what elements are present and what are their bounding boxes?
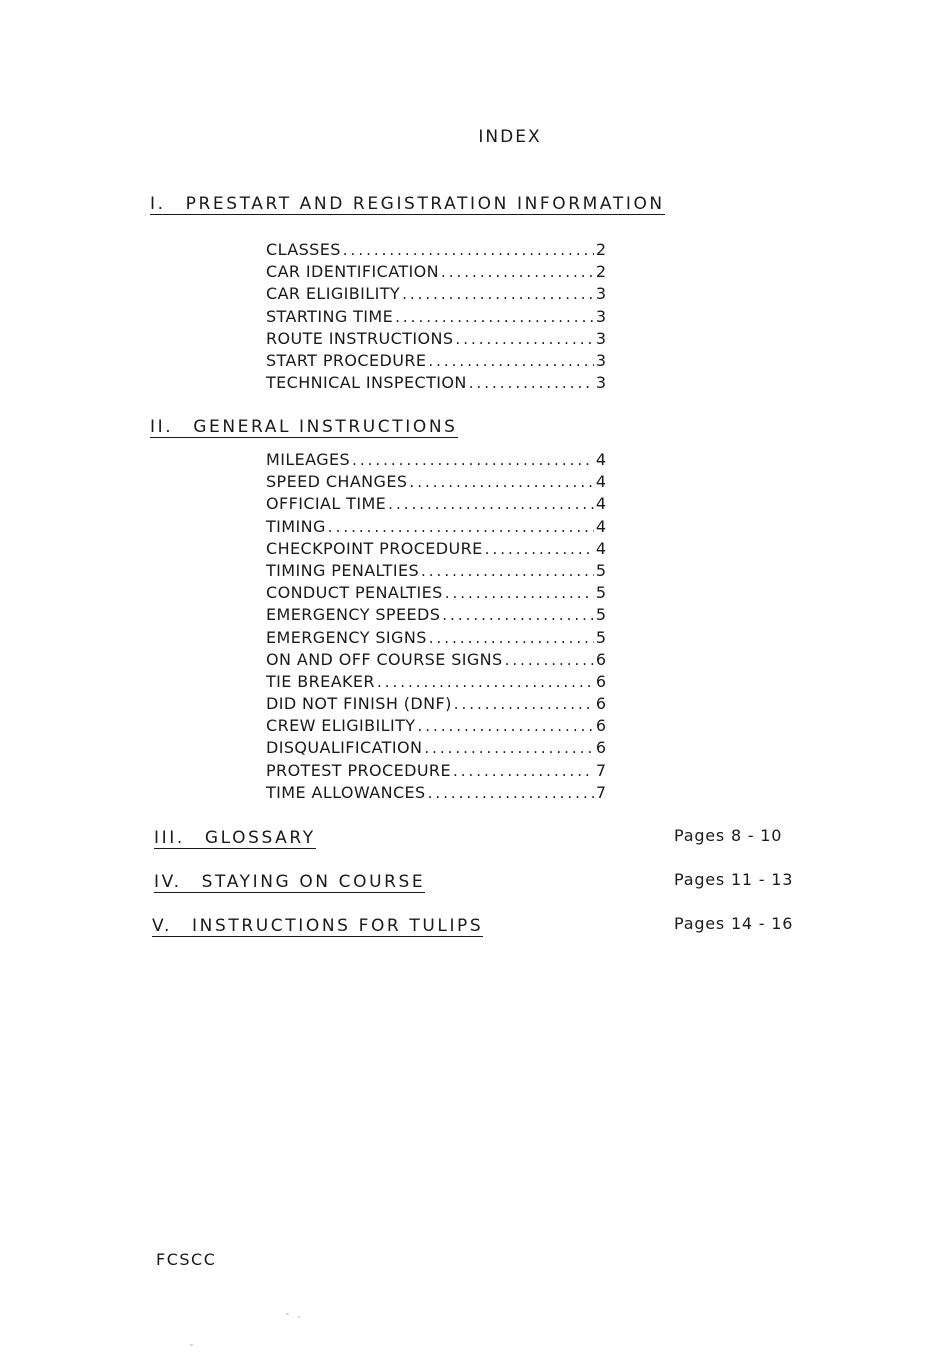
- leader-dots: [454, 693, 594, 715]
- toc-entry-page: 5: [595, 605, 606, 625]
- leader-dots: [388, 493, 594, 515]
- toc-entry: [266, 604, 606, 626]
- leader-dots: [421, 560, 594, 582]
- toc-entry-label: EMERGENCY SIGNS: [266, 627, 427, 647]
- toc-entry-page: 7: [595, 782, 606, 802]
- toc-entry: [266, 261, 606, 283]
- toc-entry-page: 3: [595, 306, 606, 326]
- section-heading-staying-on-course: [154, 872, 425, 893]
- leader-dots: [485, 538, 594, 560]
- toc-entry-label: SPEED CHANGES: [266, 472, 408, 492]
- scan-speck: [298, 1316, 300, 1318]
- leader-dots: [429, 627, 594, 649]
- toc-entry-label: TIMING: [266, 516, 326, 536]
- toc-entry-page: 6: [595, 694, 606, 714]
- toc-entry-label: CAR ELIGIBILITY: [266, 284, 401, 304]
- toc-entry-page: 3: [595, 373, 606, 393]
- leader-dots: [424, 737, 593, 759]
- toc-entry-page: 5: [595, 583, 606, 603]
- toc-entry-page: 5: [595, 560, 606, 580]
- leader-dots: [469, 372, 594, 394]
- section-title: INSTRUCTIONS FOR TULIPS: [192, 916, 484, 936]
- section-title: STAYING ON COURSE: [201, 872, 426, 892]
- toc-entry-page: 7: [595, 760, 606, 780]
- toc-entry-page: 4: [595, 450, 606, 469]
- toc-entry-label: TIMING PENALTIES: [266, 560, 420, 580]
- toc-entry: [266, 516, 606, 538]
- toc-entry-page: 5: [595, 627, 606, 647]
- toc-entry: [266, 239, 606, 261]
- toc-entry: [266, 693, 606, 715]
- section-pages-staying-on-course: Pages 11 - 13: [674, 870, 794, 889]
- toc-entry: [266, 715, 606, 737]
- section-number: II.: [150, 417, 174, 437]
- toc-entry-label: START PROCEDURE: [266, 350, 427, 370]
- toc-entry-label: CLASSES: [266, 240, 341, 259]
- toc-entry-label: DID NOT FINISH (DNF): [266, 694, 452, 714]
- section-number: III.: [154, 828, 185, 848]
- leader-dots: [328, 516, 594, 538]
- toc-entry: [266, 306, 606, 328]
- toc-entry-page: 4: [595, 516, 606, 536]
- toc-entry: [266, 493, 606, 515]
- toc-entry: [266, 350, 606, 372]
- toc-entry-label: TIME ALLOWANCES: [266, 782, 426, 802]
- toc-entry-label: MILEAGES: [266, 450, 351, 469]
- scan-speck: [190, 1344, 193, 1346]
- toc-entry: [266, 782, 606, 804]
- leader-dots: [441, 261, 594, 283]
- toc-entry-label: TIE BREAKER: [266, 671, 375, 691]
- leader-dots: [352, 449, 594, 471]
- leader-dots: [455, 328, 593, 350]
- toc-entry-label: PROTEST PROCEDURE: [266, 760, 451, 780]
- section-number: V.: [152, 916, 173, 936]
- toc-entry-page: 6: [595, 716, 606, 736]
- toc-entry-page: 4: [595, 494, 606, 514]
- section-number: I.: [150, 194, 166, 214]
- toc-entry-label: CAR IDENTIFICATION: [266, 262, 439, 282]
- toc-entry: [266, 471, 606, 493]
- toc-entry: [266, 582, 606, 604]
- section-title: PRESTART AND REGISTRATION INFORMATION: [185, 194, 665, 214]
- section-heading-prestart: [150, 194, 665, 215]
- toc-entry-label: CONDUCT PENALTIES: [266, 583, 443, 603]
- toc-entry-page: 3: [595, 328, 606, 348]
- leader-dots: [453, 760, 594, 782]
- footer-org-code: FCSCC: [156, 1250, 217, 1269]
- toc-entry: [266, 671, 606, 693]
- section-heading-glossary: [154, 828, 316, 849]
- leader-dots: [409, 471, 593, 493]
- toc-entry-label: CHECKPOINT PROCEDURE: [266, 538, 483, 558]
- scan-speck: [286, 1313, 289, 1315]
- section-pages-tulips: Pages 14 - 16: [674, 914, 794, 933]
- toc-entry-label: OFFICIAL TIME: [266, 494, 387, 514]
- toc-entry-label: ON AND OFF COURSE SIGNS: [266, 649, 503, 669]
- toc-entry-page: 4: [595, 472, 606, 492]
- toc-entry-label: ROUTE INSTRUCTIONS: [266, 328, 454, 348]
- leader-dots: [343, 239, 594, 261]
- section-title: GENERAL INSTRUCTIONS: [193, 417, 458, 437]
- leader-dots: [428, 350, 593, 372]
- toc-entry-page: 6: [595, 671, 606, 691]
- toc-entry-label: TECHNICAL INSPECTION: [266, 373, 467, 393]
- section-heading-tulips: [152, 916, 483, 937]
- toc-entry-page: 3: [595, 284, 606, 304]
- toc-entry: [266, 737, 606, 759]
- toc-entry: [266, 283, 606, 305]
- section-number: IV.: [154, 872, 182, 892]
- toc-entry: [266, 328, 606, 350]
- toc-entry-label: CREW ELIGIBILITY: [266, 716, 416, 736]
- leader-dots: [417, 715, 593, 737]
- toc-entry-page: 2: [595, 240, 606, 259]
- leader-dots: [395, 306, 594, 328]
- toc-entry: [266, 560, 606, 582]
- toc-list-prestart: [266, 239, 606, 394]
- toc-entry: [266, 372, 606, 394]
- toc-entry-page: 6: [595, 738, 606, 758]
- toc-entry-label: EMERGENCY SPEEDS: [266, 605, 441, 625]
- toc-entry: [266, 449, 606, 471]
- toc-entry: [266, 627, 606, 649]
- leader-dots: [442, 604, 594, 626]
- leader-dots: [402, 283, 594, 305]
- section-pages-glossary: Pages 8 - 10: [674, 826, 783, 845]
- leader-dots: [505, 649, 594, 671]
- toc-entry-label: DISQUALIFICATION: [266, 738, 423, 758]
- toc-entry: [266, 538, 606, 560]
- toc-entry-page: 6: [595, 649, 606, 669]
- leader-dots: [377, 671, 594, 693]
- toc-entry-page: 2: [595, 262, 606, 282]
- toc-entry-page: 3: [595, 350, 606, 370]
- leader-dots: [428, 782, 594, 804]
- toc-list-general: [266, 449, 606, 804]
- toc-entry: [266, 760, 606, 782]
- leader-dots: [445, 582, 594, 604]
- toc-entry-page: 4: [595, 538, 606, 558]
- section-title: GLOSSARY: [204, 828, 316, 848]
- toc-entry-label: STARTING TIME: [266, 306, 394, 326]
- toc-entry: [266, 649, 606, 671]
- page-title: INDEX: [478, 127, 542, 147]
- section-heading-general: [150, 417, 458, 438]
